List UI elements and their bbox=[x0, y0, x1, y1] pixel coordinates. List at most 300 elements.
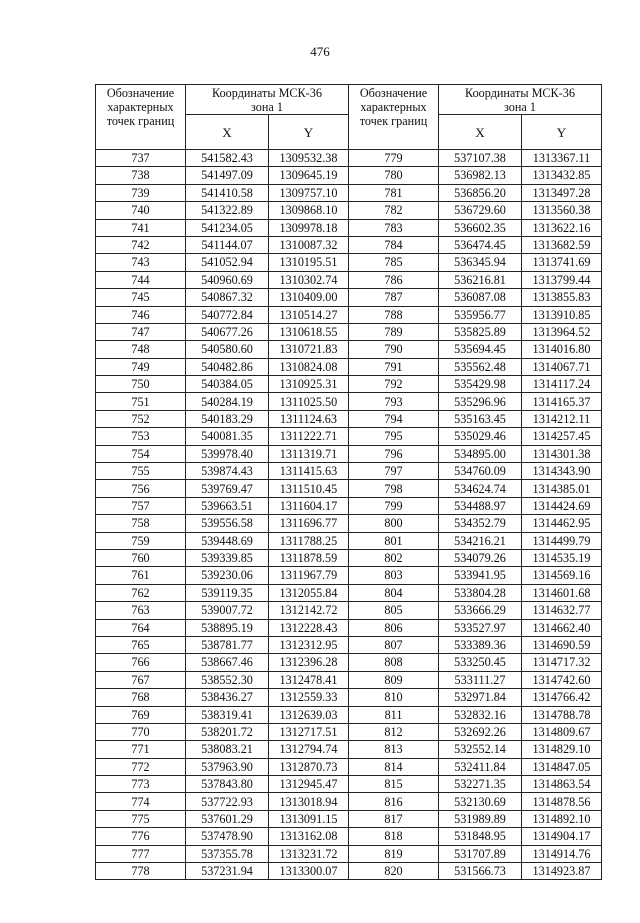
point-id-cell: 758 bbox=[96, 515, 186, 532]
coord-x-cell: 538083.21 bbox=[186, 741, 269, 758]
coord-x-cell: 540081.35 bbox=[186, 428, 269, 445]
coord-x-cell: 541582.43 bbox=[186, 150, 269, 167]
point-id-cell: 816 bbox=[349, 793, 439, 810]
coord-x-cell: 532271.35 bbox=[439, 776, 522, 793]
coord-x-cell: 540482.86 bbox=[186, 358, 269, 375]
coord-x-cell: 541322.89 bbox=[186, 202, 269, 219]
table-row bbox=[349, 184, 602, 201]
coord-x-cell: 539448.69 bbox=[186, 532, 269, 549]
point-id-cell: 751 bbox=[96, 393, 186, 410]
table-row bbox=[96, 776, 349, 793]
coord-y-cell: 1313018.94 bbox=[269, 793, 349, 810]
table-row bbox=[96, 271, 349, 288]
point-id-cell: 770 bbox=[96, 723, 186, 740]
table-row bbox=[96, 758, 349, 775]
coord-x-cell: 539007.72 bbox=[186, 602, 269, 619]
coord-y-cell: 1310514.27 bbox=[269, 306, 349, 323]
coord-y-cell: 1314385.01 bbox=[522, 480, 602, 497]
coord-x-cell: 538201.72 bbox=[186, 723, 269, 740]
table-row bbox=[349, 619, 602, 636]
table-row bbox=[349, 793, 602, 810]
point-id-cell: 792 bbox=[349, 376, 439, 393]
point-id-cell: 812 bbox=[349, 723, 439, 740]
coord-x-cell: 539119.35 bbox=[186, 584, 269, 601]
point-id-cell: 804 bbox=[349, 584, 439, 601]
coord-y-cell: 1314067.71 bbox=[522, 358, 602, 375]
table-row bbox=[96, 706, 349, 723]
table-row bbox=[349, 167, 602, 184]
coord-y-cell: 1309978.18 bbox=[269, 219, 349, 236]
header-x: X bbox=[439, 115, 522, 150]
table-row bbox=[96, 845, 349, 862]
table-row bbox=[349, 271, 602, 288]
coord-y-cell: 1312142.72 bbox=[269, 602, 349, 619]
coord-x-cell: 541410.58 bbox=[186, 184, 269, 201]
point-id-cell: 819 bbox=[349, 845, 439, 862]
table-row bbox=[96, 341, 349, 358]
coord-x-cell: 535296.96 bbox=[439, 393, 522, 410]
coord-x-cell: 541052.94 bbox=[186, 254, 269, 271]
header-coordinates-system: Координаты МСК-36 bbox=[465, 86, 575, 100]
table-row bbox=[96, 515, 349, 532]
point-id-cell: 785 bbox=[349, 254, 439, 271]
table-row bbox=[96, 323, 349, 340]
coord-x-cell: 537601.29 bbox=[186, 810, 269, 827]
table-row bbox=[96, 219, 349, 236]
coord-x-cell: 540867.32 bbox=[186, 289, 269, 306]
table-row bbox=[96, 828, 349, 845]
table-row bbox=[96, 723, 349, 740]
coord-y-cell: 1312478.41 bbox=[269, 671, 349, 688]
point-id-cell: 790 bbox=[349, 341, 439, 358]
coord-y-cell: 1310195.51 bbox=[269, 254, 349, 271]
table-row bbox=[96, 150, 349, 167]
table-row bbox=[349, 150, 602, 167]
coord-x-cell: 536856.20 bbox=[439, 184, 522, 201]
coord-x-cell: 537107.38 bbox=[439, 150, 522, 167]
coord-y-cell: 1314809.67 bbox=[522, 723, 602, 740]
point-id-cell: 744 bbox=[96, 271, 186, 288]
coord-y-cell: 1311604.17 bbox=[269, 497, 349, 514]
coord-y-cell: 1314690.59 bbox=[522, 636, 602, 653]
coord-x-cell: 540677.26 bbox=[186, 323, 269, 340]
coord-y-cell: 1314923.87 bbox=[522, 863, 602, 880]
point-id-cell: 737 bbox=[96, 150, 186, 167]
coord-x-cell: 535825.89 bbox=[439, 323, 522, 340]
header-coordinates-zone: зона 1 bbox=[504, 100, 536, 114]
coord-y-cell: 1314301.38 bbox=[522, 445, 602, 462]
table-row bbox=[96, 202, 349, 219]
table-row bbox=[96, 654, 349, 671]
coord-y-cell: 1313300.07 bbox=[269, 863, 349, 880]
coord-x-cell: 535163.45 bbox=[439, 410, 522, 427]
table-row bbox=[349, 393, 602, 410]
coord-y-cell: 1311967.79 bbox=[269, 567, 349, 584]
point-id-cell: 797 bbox=[349, 463, 439, 480]
point-id-cell: 820 bbox=[349, 863, 439, 880]
coord-y-cell: 1312055.84 bbox=[269, 584, 349, 601]
point-id-cell: 743 bbox=[96, 254, 186, 271]
coord-y-cell: 1314717.32 bbox=[522, 654, 602, 671]
coord-x-cell: 537355.78 bbox=[186, 845, 269, 862]
coord-x-cell: 533111.27 bbox=[439, 671, 522, 688]
header-coordinates-group bbox=[186, 85, 349, 115]
coord-x-cell: 533389.36 bbox=[439, 636, 522, 653]
coord-x-cell: 539978.40 bbox=[186, 445, 269, 462]
coord-y-cell: 1314212.11 bbox=[522, 410, 602, 427]
coord-x-cell: 532411.84 bbox=[439, 758, 522, 775]
coord-y-cell: 1314904.17 bbox=[522, 828, 602, 845]
coord-x-cell: 537231.94 bbox=[186, 863, 269, 880]
coord-y-cell: 1314117.24 bbox=[522, 376, 602, 393]
coord-y-cell: 1311222.71 bbox=[269, 428, 349, 445]
table-row bbox=[96, 289, 349, 306]
point-id-cell: 789 bbox=[349, 323, 439, 340]
table-row bbox=[349, 584, 602, 601]
coord-x-cell: 532692.26 bbox=[439, 723, 522, 740]
coord-y-cell: 1312312.95 bbox=[269, 636, 349, 653]
point-id-cell: 775 bbox=[96, 810, 186, 827]
table-row bbox=[349, 689, 602, 706]
coord-x-cell: 533804.28 bbox=[439, 584, 522, 601]
table-row bbox=[349, 410, 602, 427]
coord-y-cell: 1314662.40 bbox=[522, 619, 602, 636]
header-coordinates-zone: зона 1 bbox=[251, 100, 283, 114]
point-id-cell: 757 bbox=[96, 497, 186, 514]
table-body bbox=[96, 150, 349, 880]
coord-x-cell: 536087.08 bbox=[439, 289, 522, 306]
coord-y-cell: 1312870.73 bbox=[269, 758, 349, 775]
point-id-cell: 742 bbox=[96, 236, 186, 253]
header-point-designation: Обозначение характерных точек границ bbox=[349, 85, 439, 150]
coord-y-cell: 1314892.10 bbox=[522, 810, 602, 827]
header-y: Y bbox=[522, 115, 602, 150]
coord-y-cell: 1314535.19 bbox=[522, 549, 602, 566]
table-row bbox=[349, 776, 602, 793]
coord-y-cell: 1312639.03 bbox=[269, 706, 349, 723]
point-id-cell: 806 bbox=[349, 619, 439, 636]
table-row bbox=[96, 602, 349, 619]
table-row bbox=[349, 567, 602, 584]
coord-y-cell: 1314499.79 bbox=[522, 532, 602, 549]
coord-x-cell: 540284.19 bbox=[186, 393, 269, 410]
point-id-cell: 802 bbox=[349, 549, 439, 566]
point-id-cell: 815 bbox=[349, 776, 439, 793]
coord-x-cell: 541497.09 bbox=[186, 167, 269, 184]
coord-y-cell: 1311696.77 bbox=[269, 515, 349, 532]
point-id-cell: 801 bbox=[349, 532, 439, 549]
coord-x-cell: 533527.97 bbox=[439, 619, 522, 636]
point-id-cell: 774 bbox=[96, 793, 186, 810]
table-row bbox=[96, 863, 349, 880]
table-row bbox=[349, 671, 602, 688]
table-row bbox=[349, 254, 602, 271]
point-id-cell: 795 bbox=[349, 428, 439, 445]
coord-x-cell: 536729.60 bbox=[439, 202, 522, 219]
point-id-cell: 784 bbox=[349, 236, 439, 253]
table-row bbox=[96, 306, 349, 323]
table-row bbox=[96, 428, 349, 445]
coord-x-cell: 532832.16 bbox=[439, 706, 522, 723]
table-body bbox=[349, 150, 602, 880]
coord-x-cell: 533250.45 bbox=[439, 654, 522, 671]
point-id-cell: 780 bbox=[349, 167, 439, 184]
point-id-cell: 809 bbox=[349, 671, 439, 688]
coord-y-cell: 1311124.63 bbox=[269, 410, 349, 427]
coord-y-cell: 1314863.54 bbox=[522, 776, 602, 793]
table-row bbox=[349, 497, 602, 514]
coord-y-cell: 1314788.78 bbox=[522, 706, 602, 723]
coordinates-table-left bbox=[95, 84, 349, 880]
coord-x-cell: 540960.69 bbox=[186, 271, 269, 288]
coord-y-cell: 1314829.10 bbox=[522, 741, 602, 758]
header-y: Y bbox=[269, 115, 349, 150]
table-row bbox=[96, 636, 349, 653]
point-id-cell: 818 bbox=[349, 828, 439, 845]
point-id-cell: 747 bbox=[96, 323, 186, 340]
coord-y-cell: 1310721.83 bbox=[269, 341, 349, 358]
point-id-cell: 810 bbox=[349, 689, 439, 706]
point-id-cell: 761 bbox=[96, 567, 186, 584]
point-id-cell: 793 bbox=[349, 393, 439, 410]
point-id-cell: 813 bbox=[349, 741, 439, 758]
point-id-cell: 759 bbox=[96, 532, 186, 549]
coord-y-cell: 1310925.31 bbox=[269, 376, 349, 393]
point-id-cell: 768 bbox=[96, 689, 186, 706]
coord-y-cell: 1313231.72 bbox=[269, 845, 349, 862]
point-id-cell: 817 bbox=[349, 810, 439, 827]
table-row bbox=[349, 376, 602, 393]
table-row bbox=[349, 602, 602, 619]
point-id-cell: 808 bbox=[349, 654, 439, 671]
coordinates-table-right bbox=[348, 84, 602, 880]
point-id-cell: 741 bbox=[96, 219, 186, 236]
coord-y-cell: 1311878.59 bbox=[269, 549, 349, 566]
coord-x-cell: 531707.89 bbox=[439, 845, 522, 862]
point-id-cell: 745 bbox=[96, 289, 186, 306]
coord-x-cell: 537722.93 bbox=[186, 793, 269, 810]
coord-y-cell: 1313799.44 bbox=[522, 271, 602, 288]
coord-x-cell: 534352.79 bbox=[439, 515, 522, 532]
coord-x-cell: 534760.09 bbox=[439, 463, 522, 480]
point-id-cell: 787 bbox=[349, 289, 439, 306]
coord-y-cell: 1313432.85 bbox=[522, 167, 602, 184]
coord-y-cell: 1309868.10 bbox=[269, 202, 349, 219]
coord-y-cell: 1314766.42 bbox=[522, 689, 602, 706]
coord-y-cell: 1313367.11 bbox=[522, 150, 602, 167]
table-row bbox=[96, 689, 349, 706]
point-id-cell: 788 bbox=[349, 306, 439, 323]
point-id-cell: 769 bbox=[96, 706, 186, 723]
table-row bbox=[96, 810, 349, 827]
point-id-cell: 776 bbox=[96, 828, 186, 845]
table-row bbox=[349, 515, 602, 532]
coord-x-cell: 538895.19 bbox=[186, 619, 269, 636]
coord-y-cell: 1311415.63 bbox=[269, 463, 349, 480]
coord-y-cell: 1313964.52 bbox=[522, 323, 602, 340]
coord-x-cell: 538552.30 bbox=[186, 671, 269, 688]
coord-y-cell: 1314257.45 bbox=[522, 428, 602, 445]
table-row bbox=[349, 863, 602, 880]
table-row bbox=[96, 254, 349, 271]
table-row bbox=[349, 236, 602, 253]
coord-x-cell: 532552.14 bbox=[439, 741, 522, 758]
header-x: X bbox=[186, 115, 269, 150]
coord-y-cell: 1310302.74 bbox=[269, 271, 349, 288]
coord-x-cell: 538781.77 bbox=[186, 636, 269, 653]
coord-y-cell: 1313622.16 bbox=[522, 219, 602, 236]
coord-x-cell: 537478.90 bbox=[186, 828, 269, 845]
coord-x-cell: 541234.05 bbox=[186, 219, 269, 236]
coord-x-cell: 540772.84 bbox=[186, 306, 269, 323]
coord-y-cell: 1314016.80 bbox=[522, 341, 602, 358]
table-row bbox=[349, 723, 602, 740]
point-id-cell: 791 bbox=[349, 358, 439, 375]
point-id-cell: 750 bbox=[96, 376, 186, 393]
table-row bbox=[96, 445, 349, 462]
coord-x-cell: 534216.21 bbox=[439, 532, 522, 549]
point-id-cell: 783 bbox=[349, 219, 439, 236]
coord-x-cell: 536474.45 bbox=[439, 236, 522, 253]
coord-x-cell: 531566.73 bbox=[439, 863, 522, 880]
point-id-cell: 773 bbox=[96, 776, 186, 793]
coord-y-cell: 1312794.74 bbox=[269, 741, 349, 758]
coord-y-cell: 1312228.43 bbox=[269, 619, 349, 636]
coord-x-cell: 535429.98 bbox=[439, 376, 522, 393]
coord-y-cell: 1313497.28 bbox=[522, 184, 602, 201]
point-id-cell: 746 bbox=[96, 306, 186, 323]
coord-x-cell: 541144.07 bbox=[186, 236, 269, 253]
point-id-cell: 779 bbox=[349, 150, 439, 167]
coord-x-cell: 534488.97 bbox=[439, 497, 522, 514]
coord-x-cell: 531989.89 bbox=[439, 810, 522, 827]
coord-x-cell: 538667.46 bbox=[186, 654, 269, 671]
coord-x-cell: 531848.95 bbox=[439, 828, 522, 845]
coord-y-cell: 1314742.60 bbox=[522, 671, 602, 688]
coord-x-cell: 539230.06 bbox=[186, 567, 269, 584]
point-id-cell: 765 bbox=[96, 636, 186, 653]
table-row bbox=[96, 793, 349, 810]
table-row bbox=[349, 463, 602, 480]
coord-x-cell: 537843.80 bbox=[186, 776, 269, 793]
table-row bbox=[96, 671, 349, 688]
header-point-designation: Обозначение характерных точек границ bbox=[96, 85, 186, 150]
page-number: 476 bbox=[310, 44, 330, 59]
coord-x-cell: 537963.90 bbox=[186, 758, 269, 775]
coord-y-cell: 1309532.38 bbox=[269, 150, 349, 167]
coord-x-cell: 535694.45 bbox=[439, 341, 522, 358]
point-id-cell: 805 bbox=[349, 602, 439, 619]
coord-y-cell: 1312945.47 bbox=[269, 776, 349, 793]
table-row bbox=[349, 810, 602, 827]
coord-y-cell: 1313741.69 bbox=[522, 254, 602, 271]
table-row bbox=[96, 167, 349, 184]
point-id-cell: 740 bbox=[96, 202, 186, 219]
table-row bbox=[349, 358, 602, 375]
table-row bbox=[96, 497, 349, 514]
point-id-cell: 760 bbox=[96, 549, 186, 566]
table-row bbox=[96, 393, 349, 410]
coord-y-cell: 1313682.59 bbox=[522, 236, 602, 253]
coord-x-cell: 540580.60 bbox=[186, 341, 269, 358]
coord-y-cell: 1313091.15 bbox=[269, 810, 349, 827]
point-id-cell: 814 bbox=[349, 758, 439, 775]
table-row bbox=[349, 654, 602, 671]
point-id-cell: 782 bbox=[349, 202, 439, 219]
coord-y-cell: 1314424.69 bbox=[522, 497, 602, 514]
coord-x-cell: 534895.00 bbox=[439, 445, 522, 462]
table-row bbox=[349, 445, 602, 462]
point-id-cell: 781 bbox=[349, 184, 439, 201]
header-coordinates-group bbox=[439, 85, 602, 115]
point-id-cell: 777 bbox=[96, 845, 186, 862]
coord-y-cell: 1314343.90 bbox=[522, 463, 602, 480]
point-id-cell: 756 bbox=[96, 480, 186, 497]
table-row bbox=[96, 619, 349, 636]
coord-x-cell: 539663.51 bbox=[186, 497, 269, 514]
coord-x-cell: 536982.13 bbox=[439, 167, 522, 184]
coord-x-cell: 536345.94 bbox=[439, 254, 522, 271]
coord-y-cell: 1312559.33 bbox=[269, 689, 349, 706]
coord-x-cell: 532971.84 bbox=[439, 689, 522, 706]
coord-y-cell: 1310087.32 bbox=[269, 236, 349, 253]
table-row bbox=[96, 358, 349, 375]
coord-y-cell: 1314601.68 bbox=[522, 584, 602, 601]
coord-y-cell: 1314632.77 bbox=[522, 602, 602, 619]
point-id-cell: 772 bbox=[96, 758, 186, 775]
table-row bbox=[96, 741, 349, 758]
table-row bbox=[349, 741, 602, 758]
coord-y-cell: 1312396.28 bbox=[269, 654, 349, 671]
coord-y-cell: 1314569.16 bbox=[522, 567, 602, 584]
coord-y-cell: 1314878.56 bbox=[522, 793, 602, 810]
coord-y-cell: 1314847.05 bbox=[522, 758, 602, 775]
point-id-cell: 739 bbox=[96, 184, 186, 201]
point-id-cell: 767 bbox=[96, 671, 186, 688]
coord-y-cell: 1311025.50 bbox=[269, 393, 349, 410]
table-row bbox=[349, 289, 602, 306]
coord-y-cell: 1311510.45 bbox=[269, 480, 349, 497]
point-id-cell: 762 bbox=[96, 584, 186, 601]
table-row bbox=[96, 567, 349, 584]
header-coordinates-system: Координаты МСК-36 bbox=[212, 86, 322, 100]
point-id-cell: 754 bbox=[96, 445, 186, 462]
coord-x-cell: 533941.95 bbox=[439, 567, 522, 584]
table-row bbox=[349, 845, 602, 862]
coord-y-cell: 1311788.25 bbox=[269, 532, 349, 549]
table-row bbox=[96, 532, 349, 549]
coord-y-cell: 1310824.08 bbox=[269, 358, 349, 375]
table-row bbox=[349, 706, 602, 723]
table-row bbox=[349, 532, 602, 549]
point-id-cell: 796 bbox=[349, 445, 439, 462]
point-id-cell: 798 bbox=[349, 480, 439, 497]
table-row bbox=[349, 480, 602, 497]
table-row bbox=[96, 410, 349, 427]
coord-y-cell: 1313855.83 bbox=[522, 289, 602, 306]
table-row bbox=[96, 549, 349, 566]
coord-x-cell: 538436.27 bbox=[186, 689, 269, 706]
table-row bbox=[349, 828, 602, 845]
point-id-cell: 764 bbox=[96, 619, 186, 636]
point-id-cell: 771 bbox=[96, 741, 186, 758]
point-id-cell: 778 bbox=[96, 863, 186, 880]
point-id-cell: 752 bbox=[96, 410, 186, 427]
table-row bbox=[349, 323, 602, 340]
point-id-cell: 807 bbox=[349, 636, 439, 653]
point-id-cell: 800 bbox=[349, 515, 439, 532]
point-id-cell: 763 bbox=[96, 602, 186, 619]
